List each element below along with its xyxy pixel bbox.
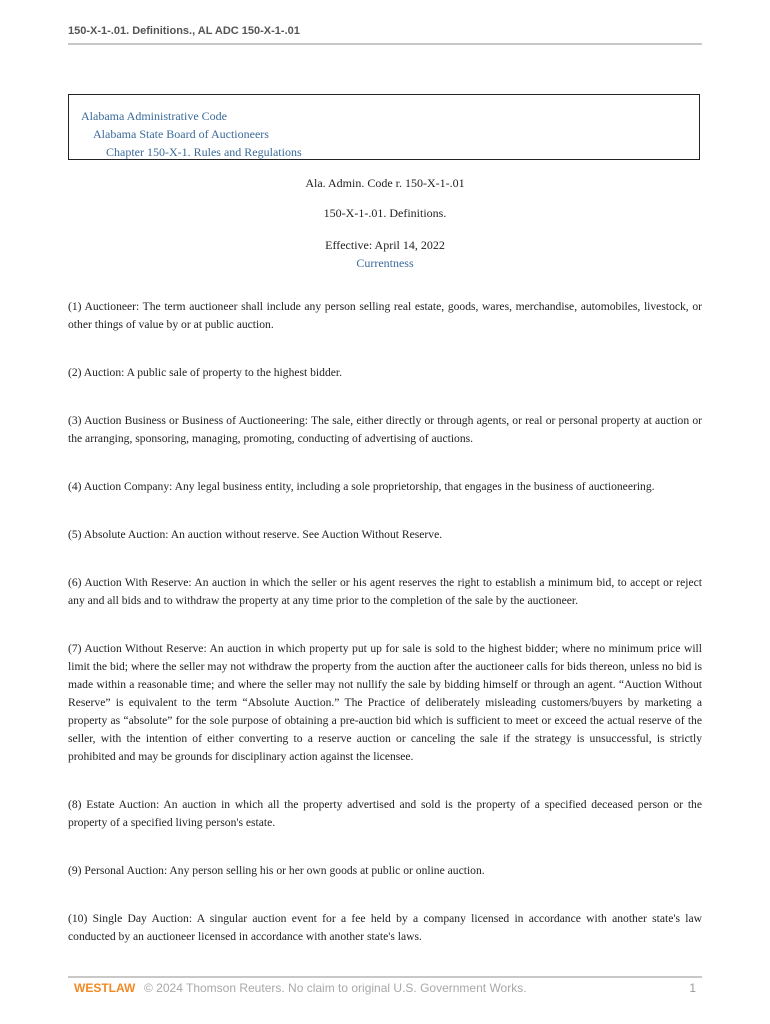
definition-paragraph: (1) Auctioneer: The term auctioneer shall include any person selling real estate, goods, wares, merchandise, automobiles, livestock, or other things of value by or at public auction.	[68, 300, 702, 331]
currentness-link[interactable]: Currentness	[356, 256, 414, 270]
footer-divider	[68, 976, 702, 978]
definition-paragraph: (8) Estate Auction: An auction in which all the property advertised and sold is the property of a specified deceased person or the property of a specified living person's estate.	[68, 798, 702, 829]
definition-paragraph: (2) Auction: A public sale of property to the highest bidder.	[68, 366, 343, 379]
copyright-notice: © 2024 Thomson Reuters. No claim to original U.S. Government Works.	[144, 981, 527, 995]
definition-paragraph: (3) Auction Business or Business of Auctioneering: The sale, either directly or through agents, or real or personal property at auction or the arranging, sponsoring, managing, promoting, conducting of advertising of auctions.	[68, 414, 702, 445]
citation-code: Ala. Admin. Code r. 150-X-1-.01	[305, 176, 465, 190]
page-footer	[68, 981, 702, 999]
definition-paragraph: (4) Auction Company: Any legal business entity, including a sole proprietorship, that engages in the business of auctioneering.	[68, 480, 655, 493]
effective-date: Effective: April 14, 2022	[325, 238, 445, 252]
westlaw-logo: WESTLAW	[74, 981, 136, 995]
definition-paragraph: (10) Single Day Auction: A singular auction event for a fee held by a company licensed in accordance with another state's law conducted by an auctioneer licensed in accordance with another state's laws.	[68, 912, 702, 943]
definition-paragraph: (7) Auction Without Reserve: An auction in which property put up for sale is sold to the highest bidder; where no minimum price will limit the bid; where the seller may not withdraw the property from the auction after the auctioneer calls for bids thereon, unless no bid is made within a reasonable time; and where the seller may not nullify the sale by bidding himself or through an agent. “Auction Without Reserve” is equivalent to the term “Absolute Auction.” The Practice of deliberately misleading customers/buyers by marketing a property as “absolute” for the sole purpose of obtaining a pre-auction bid which is sufficient to meet or exceed the actual reserve of the seller, with the intention of either converting to a reserve auction or canceling the sale if the strategy is unsuccessful, is strictly prohibited and may be grounds for disciplinary action against the licensee.	[68, 642, 702, 763]
definition-paragraph: (9) Personal Auction: Any person selling his or her own goods at public or online auction.	[68, 864, 485, 877]
page-header-title: 150-X-1-.01. Definitions., AL ADC 150-X-1-.01	[68, 25, 300, 37]
definitions-body	[68, 298, 702, 946]
header-divider	[68, 43, 702, 45]
breadcrumb-link-chapter[interactable]: Chapter 150-X-1. Rules and Regulations	[106, 145, 302, 159]
definition-paragraph: (5) Absolute Auction: An auction without reserve. See Auction Without Reserve.	[68, 528, 443, 541]
breadcrumb-link-board[interactable]: Alabama State Board of Auctioneers	[93, 127, 269, 141]
breadcrumb	[68, 94, 700, 160]
section-title: 150-X-1-.01. Definitions.	[323, 206, 447, 220]
breadcrumb-link-code[interactable]: Alabama Administrative Code	[81, 109, 227, 123]
definition-paragraph: (6) Auction With Reserve: An auction in which the seller or his agent reserves the right to establish a minimum bid, to accept or reject any and all bids and to withdraw the property at any time prior to the completion of the sale by the auctioneer.	[68, 576, 702, 607]
page-number: 1	[689, 981, 696, 995]
